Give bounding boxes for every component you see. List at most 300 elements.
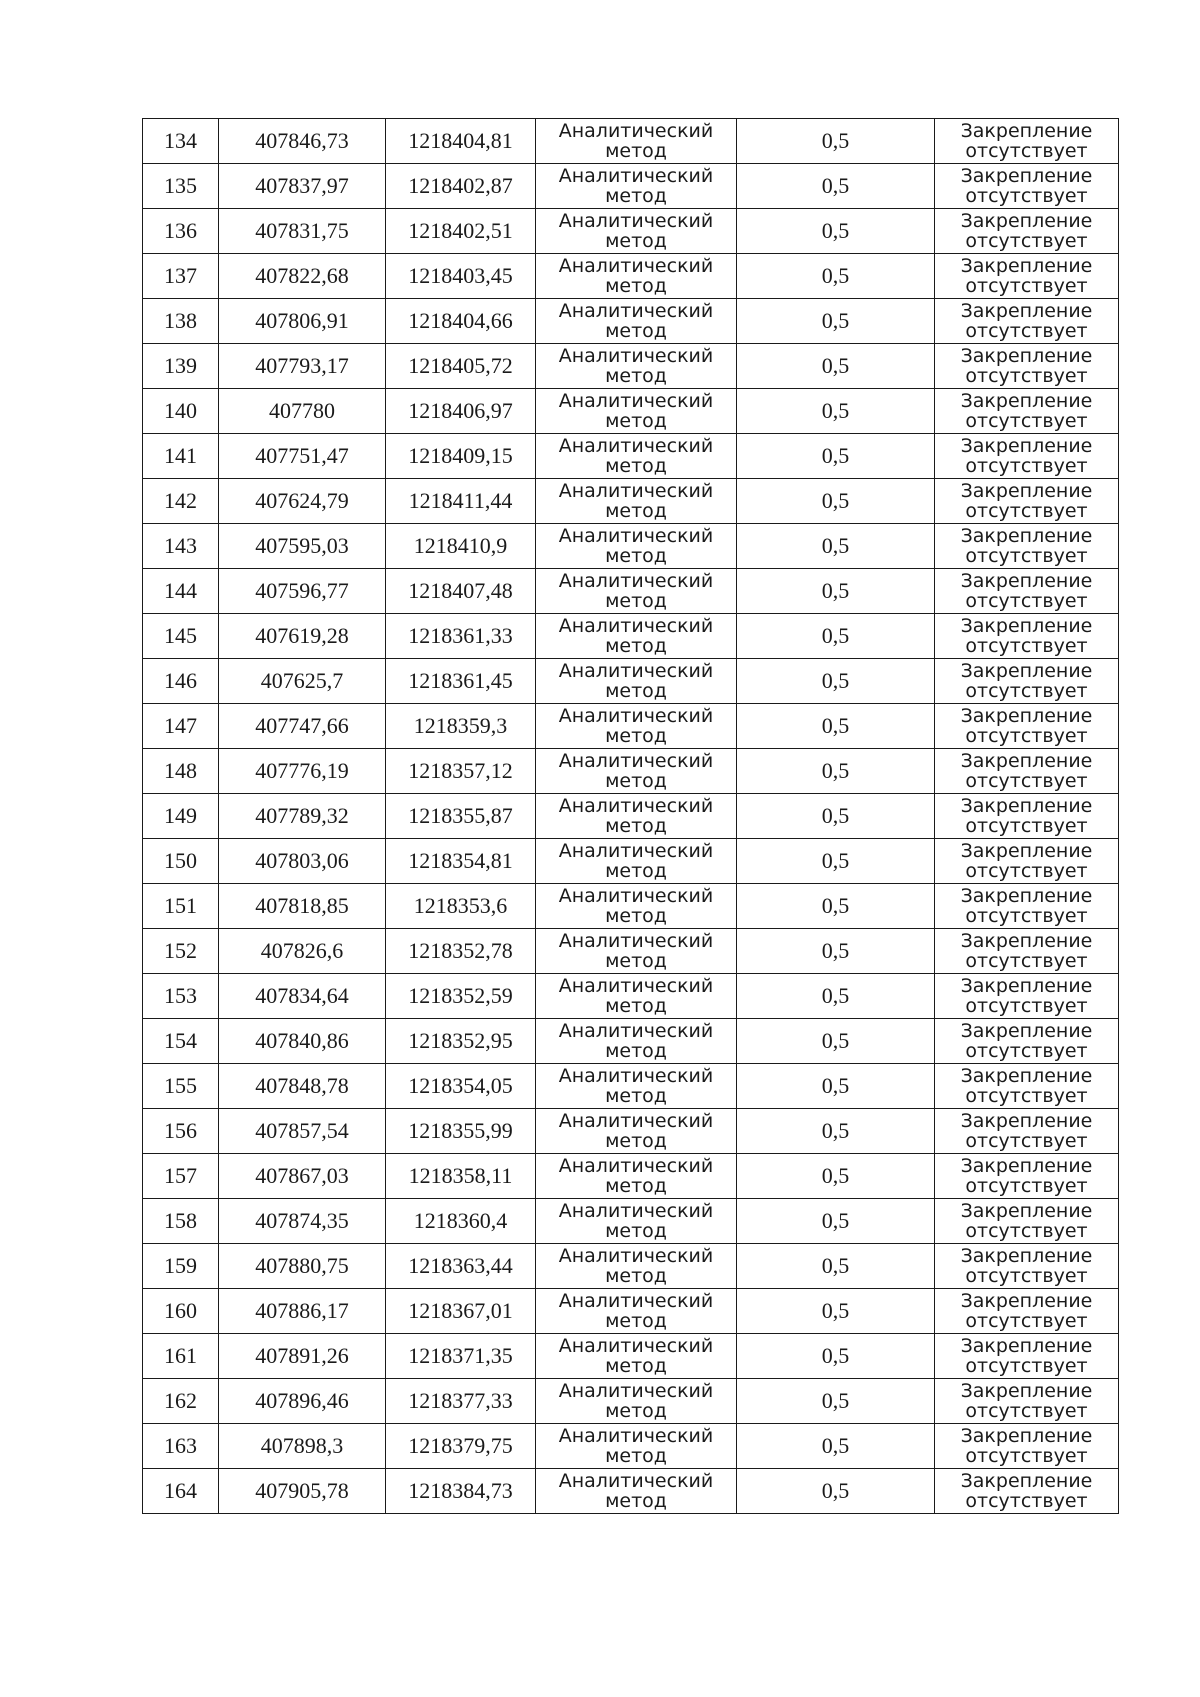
method-cell-line: метод [605, 320, 667, 342]
y-coordinate-cell: 1218409,15 [386, 434, 536, 479]
accuracy-cell: 0,5 [737, 704, 935, 749]
method-cell [536, 794, 737, 839]
fixing-cell-line: отсутствует [965, 1175, 1088, 1197]
method-cell [536, 1289, 737, 1334]
accuracy-cell: 0,5 [737, 389, 935, 434]
x-coordinate-cell: 407848,78 [219, 1064, 386, 1109]
fixing-cell-line: отсутствует [965, 275, 1088, 297]
method-cell [536, 659, 737, 704]
fixing-cell [935, 659, 1119, 704]
y-coordinate-cell: 1218406,97 [386, 389, 536, 434]
method-cell-line: Аналитический [558, 300, 714, 322]
x-coordinate-cell: 407624,79 [219, 479, 386, 524]
method-cell [536, 434, 737, 479]
fixing-cell-line: отсутствует [965, 455, 1088, 477]
accuracy-cell: 0,5 [737, 614, 935, 659]
fixing-cell-line: отсутствует [965, 1265, 1088, 1287]
table-row [143, 299, 1119, 344]
y-coordinate-cell: 1218358,11 [386, 1154, 536, 1199]
accuracy-cell: 0,5 [737, 569, 935, 614]
y-coordinate-cell: 1218404,66 [386, 299, 536, 344]
point-number-cell: 136 [143, 209, 219, 254]
point-number-cell: 145 [143, 614, 219, 659]
table-row [143, 119, 1119, 164]
method-cell [536, 479, 737, 524]
method-cell-line: метод [605, 1175, 667, 1197]
fixing-cell-line: Закрепление [960, 570, 1093, 592]
method-cell [536, 164, 737, 209]
table-row [143, 614, 1119, 659]
y-coordinate-cell: 1218405,72 [386, 344, 536, 389]
fixing-cell [935, 1244, 1119, 1289]
fixing-cell-line: отсутствует [965, 1310, 1088, 1332]
fixing-cell-line: отсутствует [965, 950, 1088, 972]
table-row [143, 659, 1119, 704]
point-number-cell: 155 [143, 1064, 219, 1109]
method-cell-line: метод [605, 1130, 667, 1152]
table-row [143, 1379, 1119, 1424]
method-cell-line: Аналитический [558, 615, 714, 637]
method-cell-line: метод [605, 680, 667, 702]
table-row [143, 209, 1119, 254]
method-cell-line: Аналитический [558, 1110, 714, 1132]
method-cell-line: метод [605, 365, 667, 387]
x-coordinate-cell: 407822,68 [219, 254, 386, 299]
fixing-cell-line: отсутствует [965, 365, 1088, 387]
fixing-cell [935, 1199, 1119, 1244]
table-row [143, 794, 1119, 839]
point-number-cell: 140 [143, 389, 219, 434]
y-coordinate-cell: 1218353,6 [386, 884, 536, 929]
fixing-cell [935, 884, 1119, 929]
accuracy-cell: 0,5 [737, 344, 935, 389]
fixing-cell-line: отсутствует [965, 140, 1088, 162]
point-number-cell: 151 [143, 884, 219, 929]
y-coordinate-cell: 1218357,12 [386, 749, 536, 794]
x-coordinate-cell: 407596,77 [219, 569, 386, 614]
fixing-cell-line: отсутствует [965, 545, 1088, 567]
x-coordinate-cell: 407747,66 [219, 704, 386, 749]
y-coordinate-cell: 1218361,45 [386, 659, 536, 704]
method-cell-line: метод [605, 590, 667, 612]
accuracy-cell: 0,5 [737, 839, 935, 884]
table-row [143, 1289, 1119, 1334]
method-cell [536, 1109, 737, 1154]
fixing-cell-line: отсутствует [965, 1490, 1088, 1512]
fixing-cell [935, 1334, 1119, 1379]
fixing-cell-line: Закрепление [960, 1245, 1093, 1267]
y-coordinate-cell: 1218377,33 [386, 1379, 536, 1424]
point-number-cell: 138 [143, 299, 219, 344]
method-cell [536, 524, 737, 569]
fixing-cell-line: Закрепление [960, 120, 1093, 142]
fixing-cell [935, 704, 1119, 749]
fixing-cell-line: отсутствует [965, 635, 1088, 657]
method-cell [536, 1199, 737, 1244]
fixing-cell-line: отсутствует [965, 680, 1088, 702]
method-cell-line: метод [605, 410, 667, 432]
method-cell-line: метод [605, 725, 667, 747]
fixing-cell-line: Закрепление [960, 1290, 1093, 1312]
table-row [143, 704, 1119, 749]
fixing-cell [935, 1289, 1119, 1334]
fixing-cell [935, 479, 1119, 524]
method-cell-line: Аналитический [558, 1380, 714, 1402]
fixing-cell [935, 1424, 1119, 1469]
fixing-cell [935, 614, 1119, 659]
point-number-cell: 142 [143, 479, 219, 524]
method-cell-line: Аналитический [558, 1425, 714, 1447]
point-number-cell: 157 [143, 1154, 219, 1199]
table-row [143, 1109, 1119, 1154]
fixing-cell-line: отсутствует [965, 770, 1088, 792]
point-number-cell: 150 [143, 839, 219, 884]
accuracy-cell: 0,5 [737, 479, 935, 524]
y-coordinate-cell: 1218352,59 [386, 974, 536, 1019]
accuracy-cell: 0,5 [737, 1109, 935, 1154]
point-number-cell: 154 [143, 1019, 219, 1064]
accuracy-cell: 0,5 [737, 164, 935, 209]
point-number-cell: 158 [143, 1199, 219, 1244]
method-cell [536, 1019, 737, 1064]
fixing-cell-line: отсутствует [965, 995, 1088, 1017]
fixing-cell-line: Закрепление [960, 210, 1093, 232]
method-cell-line: Аналитический [558, 165, 714, 187]
accuracy-cell: 0,5 [737, 749, 935, 794]
method-cell-line: метод [605, 1400, 667, 1422]
method-cell-line: Аналитический [558, 750, 714, 772]
fixing-cell [935, 209, 1119, 254]
method-cell-line: метод [605, 995, 667, 1017]
x-coordinate-cell: 407595,03 [219, 524, 386, 569]
x-coordinate-cell: 407840,86 [219, 1019, 386, 1064]
method-cell-line: метод [605, 230, 667, 252]
x-coordinate-cell: 407857,54 [219, 1109, 386, 1154]
fixing-cell-line: отсутствует [965, 1130, 1088, 1152]
accuracy-cell: 0,5 [737, 794, 935, 839]
method-cell-line: метод [605, 770, 667, 792]
y-coordinate-cell: 1218410,9 [386, 524, 536, 569]
method-cell [536, 1244, 737, 1289]
x-coordinate-cell: 407803,06 [219, 839, 386, 884]
x-coordinate-cell: 407806,91 [219, 299, 386, 344]
method-cell-line: Аналитический [558, 1020, 714, 1042]
point-number-cell: 137 [143, 254, 219, 299]
fixing-cell-line: Закрепление [960, 1335, 1093, 1357]
method-cell-line: Аналитический [558, 480, 714, 502]
method-cell [536, 839, 737, 884]
method-cell [536, 974, 737, 1019]
x-coordinate-cell: 407776,19 [219, 749, 386, 794]
table-row [143, 479, 1119, 524]
accuracy-cell: 0,5 [737, 1199, 935, 1244]
method-cell-line: метод [605, 500, 667, 522]
accuracy-cell: 0,5 [737, 209, 935, 254]
fixing-cell [935, 1469, 1119, 1514]
fixing-cell-line: отсутствует [965, 185, 1088, 207]
y-coordinate-cell: 1218411,44 [386, 479, 536, 524]
method-cell-line: Аналитический [558, 1470, 714, 1492]
accuracy-cell: 0,5 [737, 659, 935, 704]
fixing-cell-line: Закрепление [960, 1020, 1093, 1042]
fixing-cell-line: Закрепление [960, 1155, 1093, 1177]
y-coordinate-cell: 1218355,99 [386, 1109, 536, 1154]
table-row [143, 1154, 1119, 1199]
fixing-cell-line: отсутствует [965, 410, 1088, 432]
method-cell-line: метод [605, 1355, 667, 1377]
accuracy-cell: 0,5 [737, 1244, 935, 1289]
fixing-cell-line: отсутствует [965, 1355, 1088, 1377]
fixing-cell-line: Закрепление [960, 300, 1093, 322]
method-cell-line: метод [605, 1220, 667, 1242]
method-cell-line: Аналитический [558, 120, 714, 142]
y-coordinate-cell: 1218403,45 [386, 254, 536, 299]
fixing-cell [935, 299, 1119, 344]
y-coordinate-cell: 1218352,78 [386, 929, 536, 974]
y-coordinate-cell: 1218363,44 [386, 1244, 536, 1289]
point-number-cell: 162 [143, 1379, 219, 1424]
y-coordinate-cell: 1218361,33 [386, 614, 536, 659]
y-coordinate-cell: 1218360,4 [386, 1199, 536, 1244]
accuracy-cell: 0,5 [737, 1289, 935, 1334]
point-number-cell: 135 [143, 164, 219, 209]
fixing-cell-line: Закрепление [960, 840, 1093, 862]
method-cell-line: Аналитический [558, 525, 714, 547]
fixing-cell-line: Закрепление [960, 480, 1093, 502]
x-coordinate-cell: 407898,3 [219, 1424, 386, 1469]
fixing-cell-line: Закрепление [960, 1425, 1093, 1447]
x-coordinate-cell: 407886,17 [219, 1289, 386, 1334]
table-row [143, 749, 1119, 794]
method-cell [536, 1064, 737, 1109]
point-number-cell: 141 [143, 434, 219, 479]
method-cell-line: Аналитический [558, 345, 714, 367]
fixing-cell-line: отсутствует [965, 500, 1088, 522]
fixing-cell-line: Закрепление [960, 525, 1093, 547]
fixing-cell [935, 434, 1119, 479]
accuracy-cell: 0,5 [737, 1469, 935, 1514]
fixing-cell-line: Закрепление [960, 1110, 1093, 1132]
point-number-cell: 164 [143, 1469, 219, 1514]
method-cell [536, 704, 737, 749]
table-row [143, 254, 1119, 299]
accuracy-cell: 0,5 [737, 974, 935, 1019]
method-cell-line: Аналитический [558, 1200, 714, 1222]
point-number-cell: 139 [143, 344, 219, 389]
fixing-cell-line: Закрепление [960, 615, 1093, 637]
table-row [143, 1244, 1119, 1289]
fixing-cell-line: отсутствует [965, 590, 1088, 612]
method-cell [536, 884, 737, 929]
y-coordinate-cell: 1218379,75 [386, 1424, 536, 1469]
method-cell-line: метод [605, 1085, 667, 1107]
accuracy-cell: 0,5 [737, 1019, 935, 1064]
fixing-cell [935, 119, 1119, 164]
method-cell [536, 749, 737, 794]
fixing-cell [935, 344, 1119, 389]
fixing-cell-line: отсутствует [965, 230, 1088, 252]
fixing-cell-line: отсутствует [965, 860, 1088, 882]
x-coordinate-cell: 407751,47 [219, 434, 386, 479]
point-number-cell: 156 [143, 1109, 219, 1154]
method-cell-line: Аналитический [558, 1245, 714, 1267]
y-coordinate-cell: 1218402,87 [386, 164, 536, 209]
accuracy-cell: 0,5 [737, 929, 935, 974]
fixing-cell-line: Закрепление [960, 165, 1093, 187]
table-row [143, 434, 1119, 479]
accuracy-cell: 0,5 [737, 1424, 935, 1469]
method-cell-line: метод [605, 635, 667, 657]
table-row [143, 164, 1119, 209]
method-cell [536, 389, 737, 434]
fixing-cell [935, 164, 1119, 209]
accuracy-cell: 0,5 [737, 1379, 935, 1424]
x-coordinate-cell: 407880,75 [219, 1244, 386, 1289]
x-coordinate-cell: 407818,85 [219, 884, 386, 929]
table-body [143, 119, 1119, 1514]
fixing-cell [935, 794, 1119, 839]
fixing-cell-line: отсутствует [965, 1085, 1088, 1107]
method-cell-line: метод [605, 185, 667, 207]
fixing-cell-line: Закрепление [960, 1380, 1093, 1402]
method-cell-line: метод [605, 815, 667, 837]
fixing-cell [935, 1154, 1119, 1199]
method-cell [536, 1424, 737, 1469]
x-coordinate-cell: 407874,35 [219, 1199, 386, 1244]
fixing-cell-line: Закрепление [960, 1065, 1093, 1087]
fixing-cell-line: Закрепление [960, 255, 1093, 277]
table-row [143, 1334, 1119, 1379]
point-number-cell: 152 [143, 929, 219, 974]
fixing-cell [935, 524, 1119, 569]
point-number-cell: 160 [143, 1289, 219, 1334]
fixing-cell-line: Закрепление [960, 705, 1093, 727]
method-cell-line: метод [605, 905, 667, 927]
method-cell-line: Аналитический [558, 390, 714, 412]
point-number-cell: 159 [143, 1244, 219, 1289]
y-coordinate-cell: 1218384,73 [386, 1469, 536, 1514]
x-coordinate-cell: 407891,26 [219, 1334, 386, 1379]
accuracy-cell: 0,5 [737, 1154, 935, 1199]
method-cell-line: Аналитический [558, 1155, 714, 1177]
fixing-cell-line: Закрепление [960, 975, 1093, 997]
table-row [143, 344, 1119, 389]
accuracy-cell: 0,5 [737, 884, 935, 929]
table-row [143, 569, 1119, 614]
method-cell [536, 614, 737, 659]
accuracy-cell: 0,5 [737, 119, 935, 164]
y-coordinate-cell: 1218352,95 [386, 1019, 536, 1064]
method-cell-line: Аналитический [558, 840, 714, 862]
x-coordinate-cell: 407834,64 [219, 974, 386, 1019]
point-number-cell: 161 [143, 1334, 219, 1379]
method-cell-line: Аналитический [558, 930, 714, 952]
y-coordinate-cell: 1218404,81 [386, 119, 536, 164]
fixing-cell [935, 1019, 1119, 1064]
fixing-cell-line: отсутствует [965, 1445, 1088, 1467]
method-cell-line: Аналитический [558, 1290, 714, 1312]
method-cell-line: Аналитический [558, 435, 714, 457]
table-row [143, 1064, 1119, 1109]
method-cell-line: Аналитический [558, 795, 714, 817]
method-cell-line: метод [605, 1310, 667, 1332]
method-cell-line: Аналитический [558, 1065, 714, 1087]
method-cell [536, 119, 737, 164]
x-coordinate-cell: 407905,78 [219, 1469, 386, 1514]
method-cell-line: метод [605, 140, 667, 162]
table-row [143, 389, 1119, 434]
fixing-cell-line: отсутствует [965, 1220, 1088, 1242]
accuracy-cell: 0,5 [737, 299, 935, 344]
x-coordinate-cell: 407867,03 [219, 1154, 386, 1199]
point-number-cell: 134 [143, 119, 219, 164]
accuracy-cell: 0,5 [737, 1064, 935, 1109]
point-number-cell: 147 [143, 704, 219, 749]
method-cell-line: метод [605, 455, 667, 477]
method-cell-line: Аналитический [558, 1335, 714, 1357]
method-cell [536, 569, 737, 614]
fixing-cell-line: отсутствует [965, 320, 1088, 342]
fixing-cell-line: Закрепление [960, 435, 1093, 457]
point-number-cell: 163 [143, 1424, 219, 1469]
fixing-cell [935, 1379, 1119, 1424]
fixing-cell-line: Закрепление [960, 885, 1093, 907]
fixing-cell-line: отсутствует [965, 725, 1088, 747]
fixing-cell [935, 389, 1119, 434]
fixing-cell-line: отсутствует [965, 1040, 1088, 1062]
method-cell-line: метод [605, 1445, 667, 1467]
x-coordinate-cell: 407793,17 [219, 344, 386, 389]
method-cell-line: метод [605, 1265, 667, 1287]
fixing-cell [935, 974, 1119, 1019]
method-cell-line: метод [605, 1490, 667, 1512]
point-number-cell: 153 [143, 974, 219, 1019]
y-coordinate-cell: 1218407,48 [386, 569, 536, 614]
method-cell-line: Аналитический [558, 255, 714, 277]
x-coordinate-cell: 407846,73 [219, 119, 386, 164]
x-coordinate-cell: 407831,75 [219, 209, 386, 254]
table-row [143, 524, 1119, 569]
table-row [143, 884, 1119, 929]
x-coordinate-cell: 407837,97 [219, 164, 386, 209]
x-coordinate-cell: 407619,28 [219, 614, 386, 659]
fixing-cell-line: Закрепление [960, 390, 1093, 412]
fixing-cell [935, 1109, 1119, 1154]
fixing-cell-line: Закрепление [960, 1470, 1093, 1492]
method-cell-line: Аналитический [558, 210, 714, 232]
y-coordinate-cell: 1218355,87 [386, 794, 536, 839]
method-cell [536, 1469, 737, 1514]
table-row [143, 929, 1119, 974]
fixing-cell-line: отсутствует [965, 905, 1088, 927]
fixing-cell [935, 929, 1119, 974]
y-coordinate-cell: 1218367,01 [386, 1289, 536, 1334]
point-number-cell: 149 [143, 794, 219, 839]
method-cell-line: метод [605, 860, 667, 882]
point-number-cell: 144 [143, 569, 219, 614]
x-coordinate-cell: 407780 [219, 389, 386, 434]
accuracy-cell: 0,5 [737, 254, 935, 299]
x-coordinate-cell: 407826,6 [219, 929, 386, 974]
table-row [143, 1424, 1119, 1469]
accuracy-cell: 0,5 [737, 1334, 935, 1379]
method-cell-line: метод [605, 950, 667, 972]
fixing-cell [935, 1064, 1119, 1109]
y-coordinate-cell: 1218359,3 [386, 704, 536, 749]
table-row [143, 1019, 1119, 1064]
fixing-cell-line: Закрепление [960, 1200, 1093, 1222]
fixing-cell-line: отсутствует [965, 815, 1088, 837]
